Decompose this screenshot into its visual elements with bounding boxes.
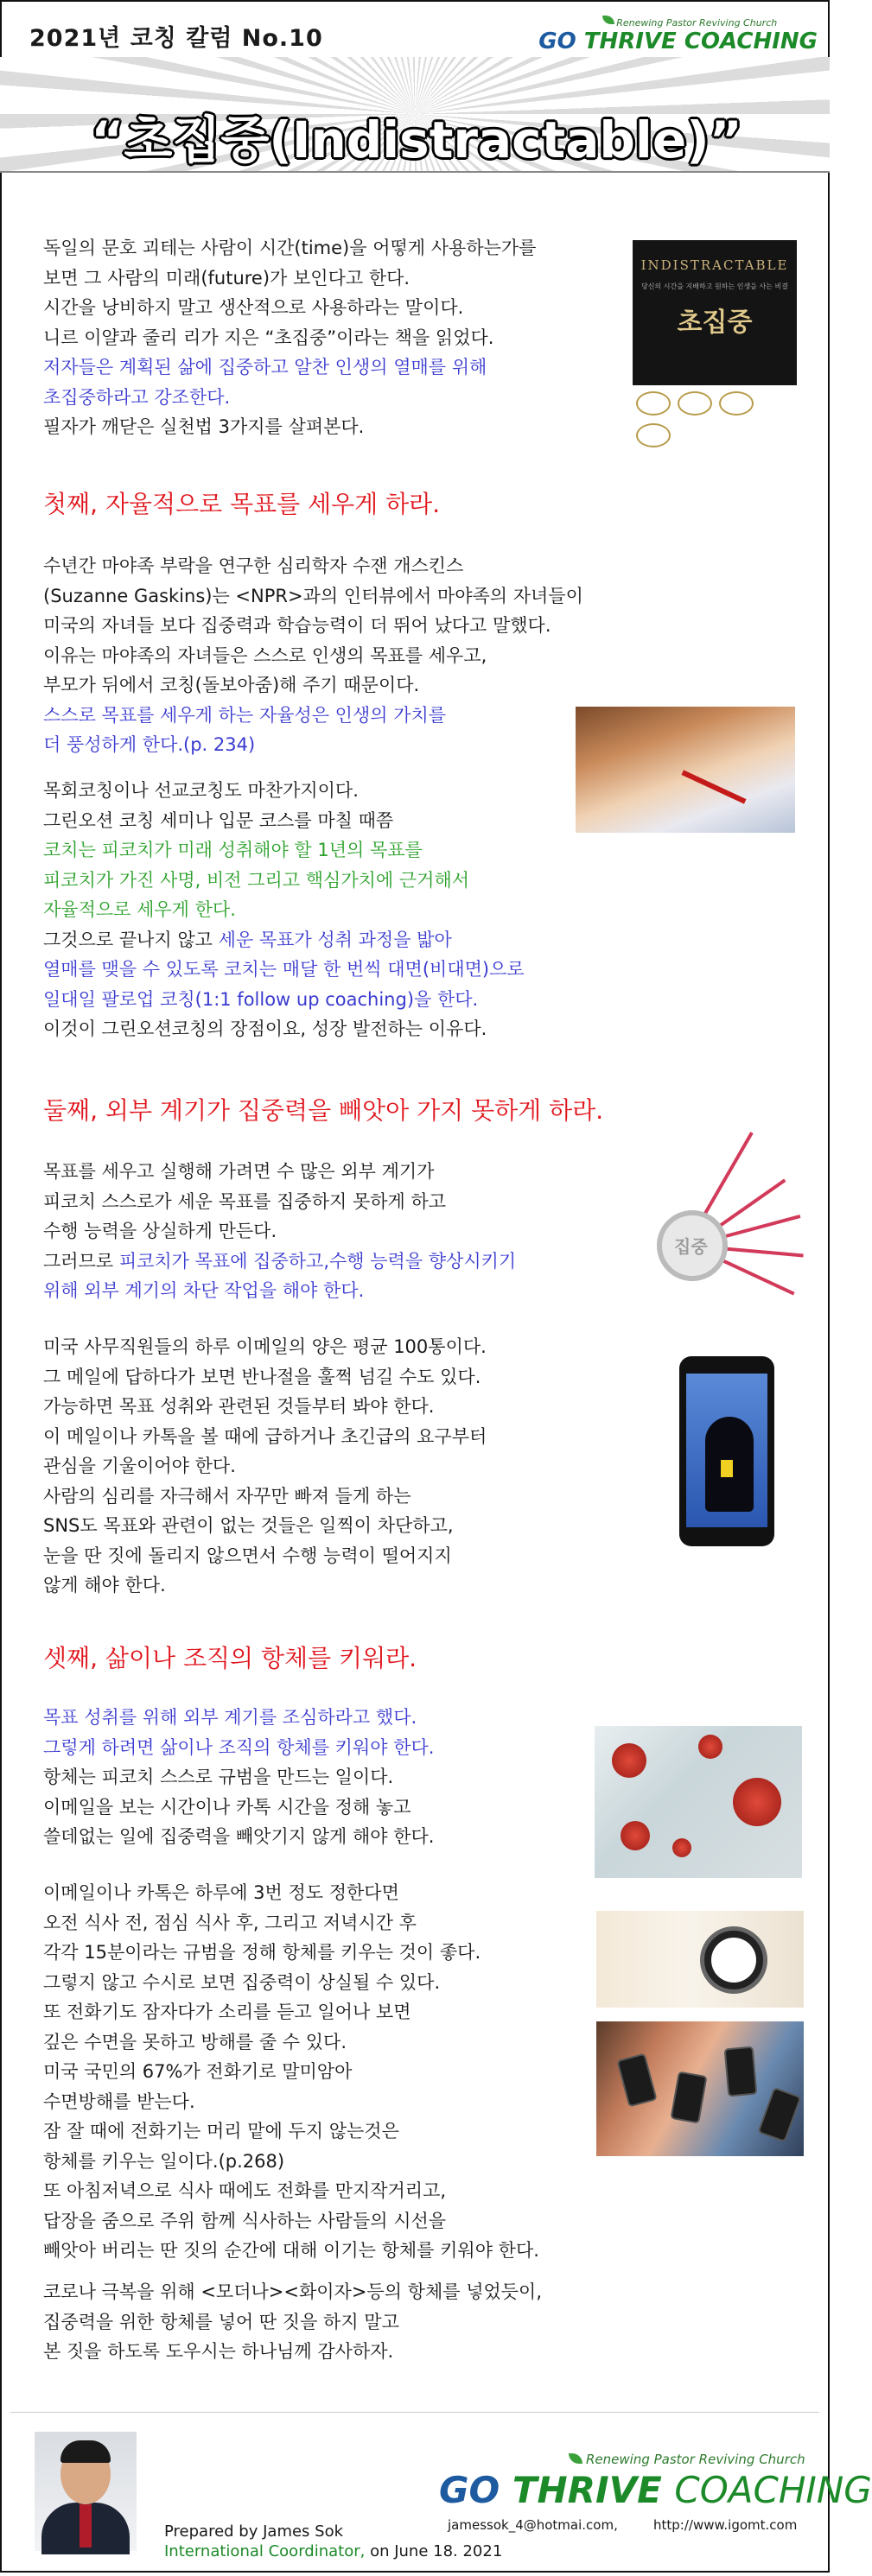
text-line: 니르 이얄과 줄리 리가 지은 “초집중”이라는 책을 읽었다. xyxy=(43,327,494,348)
text-line: (Suzanne Gaskins)는 <NPR>과의 인터뷰에서 마야족의 자녀들이 xyxy=(43,585,583,606)
text-line: 목회코칭이나 선교코칭도 마찬가지이다. xyxy=(43,780,359,801)
text-line: 그렇게 하려면 삶이나 조직의 항체를 키워야 한다. xyxy=(43,1736,435,1758)
text-line: 이유는 마야족의 자녀들은 스스로 인생의 목표를 세우고, xyxy=(43,644,487,666)
text-line: 각각 15분이라는 규범을 정해 항체를 키우는 것이 좋다. xyxy=(43,1942,481,1963)
section2-paragraph-1 xyxy=(43,1157,516,1306)
column-title: 2021년 코칭 칼럼 No.10 xyxy=(29,25,323,52)
text-line: 잠 잘 때에 전화기는 머리 맡에 두지 않는것은 xyxy=(43,2121,399,2141)
text-line: 또 아침저녁으로 식사 때에도 전화를 만지작거리고, xyxy=(43,2180,447,2201)
text-line: 자율적으로 세우게 한다. xyxy=(43,899,236,920)
people-phones-image xyxy=(596,2021,804,2156)
text-line: 항체를 키우는 일이다.(p.268) xyxy=(43,2150,285,2172)
text-line: 집중력을 위한 항체를 넣어 딴 짓을 하지 말고 xyxy=(43,2311,399,2332)
text-line: 그린오션 코칭 세미나 입문 코스를 마칠 때쯤 xyxy=(43,809,394,831)
header xyxy=(0,0,830,57)
section1-paragraph-1 xyxy=(43,551,583,760)
text-line: 답장을 줌으로 주위 함께 식사하는 사람들의 시선을 xyxy=(43,2210,447,2231)
text-line: 미국 사무직원들의 하루 이메일의 양은 평균 100통이다. xyxy=(43,1336,487,1357)
text-line: 피코치가 가진 사명, 비전 그리고 핵심가치에 근거해서 xyxy=(43,869,470,891)
book-subtitle: 당신의 시간을 지배하고 원하는 인생을 사는 비결 xyxy=(641,282,788,290)
text-line: 보면 그 사람의 미래(future)가 보인다고 한다. xyxy=(43,267,411,289)
text-line: 일대일 팔로업 코칭(1:1 follow up coaching)을 한다. xyxy=(43,988,479,1010)
text-line: 초집중하라고 강조한다. xyxy=(43,386,231,408)
text-line: 필자가 깨닫은 실천법 3가지를 살펴본다. xyxy=(43,416,365,437)
text-line: 코치는 피코치가 미래 성취해야 할 1년의 목표를 xyxy=(43,840,423,860)
text-line: 목표를 세우고 실행해 가려면 수 많은 외부 계기가 xyxy=(43,1161,435,1182)
text-line: 이메일을 보는 시간이나 카톡 시간을 정해 놓고 xyxy=(43,1796,411,1818)
brand-name: GO THRIVE COACHING xyxy=(538,29,818,54)
book-title-en: INDISTRACTABLE xyxy=(640,257,789,273)
phone-addiction-image xyxy=(679,1356,774,1546)
text-line: 사람의 심리를 자극해서 자꾸만 빠져 들게 하는 xyxy=(43,1485,411,1507)
intro-paragraph xyxy=(43,233,536,442)
text-line: 또 전화기도 잠자다가 소리를 듣고 일어나 보면 xyxy=(43,2002,411,2022)
book-title-ko: 초집중 xyxy=(677,308,753,338)
text-line: 그렇지 않고 수시로 보면 집중력이 상실될 수 있다. xyxy=(43,1971,441,1993)
text-line: 부모가 뒤에서 코칭(돌보아줌)해 주기 때문이다. xyxy=(43,675,420,695)
text-line: 스스로 목표를 세우게 하는 자율성은 인생의 가치를 xyxy=(43,704,447,726)
section1-heading: 첫째, 자율적으로 목표를 세우게 하라. xyxy=(43,490,441,518)
text-line: 그것으로 끝나지 않고 세운 목표가 성취 과정을 밟아 xyxy=(43,929,452,950)
text-line: 수행 능력을 상실하게 만든다. xyxy=(43,1221,277,1241)
text-line: 이 메일이나 카톡을 볼 때에 급하거나 초긴급의 요구부터 xyxy=(43,1425,487,1447)
section3-paragraph-3 xyxy=(43,2277,542,2367)
text-line: 깊은 수면을 못하고 방해를 줄 수 있다. xyxy=(43,2031,347,2053)
text-line: 피코치 스스로가 세운 목표를 집중하지 못하게 하고 xyxy=(43,1190,447,1212)
text-line: 시간을 낭비하지 말고 생산적으로 사용하라는 말이다. xyxy=(43,297,464,318)
book-cover-image xyxy=(633,240,797,385)
text-line: 가능하면 목표 성취와 관련된 것들부터 봐야 한다. xyxy=(43,1396,435,1417)
prepared-by: Prepared by James Sok xyxy=(164,2522,344,2541)
website-link[interactable]: http://www.igomt.com xyxy=(653,2517,798,2533)
text-line: 코로나 극복을 위해 <모더나><화이자>등의 항체를 넣었듯이, xyxy=(43,2281,543,2302)
section3-heading: 셋째, 삶이나 조직의 항체를 키워라. xyxy=(43,1644,417,1672)
leaf-icon xyxy=(602,16,614,24)
brand-logo-top xyxy=(538,17,818,54)
text-line: 독일의 문호 괴테는 사람이 시간(time)을 어떻게 사용하는가를 xyxy=(43,238,537,258)
footer-divider xyxy=(10,2412,819,2413)
section3-paragraph-2 xyxy=(43,1878,539,2266)
author-role-date: International Coordinator, on June 18. 2021 xyxy=(164,2542,503,2560)
text-line: 항체는 피코치 스스로 규범을 만드는 일이다. xyxy=(43,1767,394,1787)
text-line: SNS도 목표와 관련이 없는 것들은 일찍이 차단하고, xyxy=(43,1515,454,1536)
text-line: 미국 국민의 67%가 전화기로 말미암아 xyxy=(43,2061,353,2082)
text-line: 더 풍성하게 한다.(p. 234) xyxy=(43,734,256,755)
text-line: 오전 식사 전, 점심 식사 후, 그리고 저녁시간 후 xyxy=(43,1912,417,1933)
author-email[interactable]: jamessok_4@hotmai.com, xyxy=(448,2517,618,2533)
magnifier-icon: 집중 xyxy=(657,1210,728,1281)
text-line: 저자들은 계획된 삶에 집중하고 알찬 인생의 열매를 위해 xyxy=(43,357,487,378)
brand-tagline: Renewing Pastor Reviving Church xyxy=(586,2452,805,2467)
alarm-clock-image xyxy=(596,1911,804,2008)
section1-paragraph-2 xyxy=(43,776,525,1044)
section2-paragraph-2 xyxy=(43,1332,487,1601)
section2-heading: 둘째, 외부 계기가 집중력을 빼앗아 가지 못하게 하라. xyxy=(43,1096,604,1125)
author-photo xyxy=(35,2432,137,2551)
text-line: 눈을 딴 짓에 돌리지 않으면서 수행 능력이 떨어지지 xyxy=(43,1545,452,1566)
text-line: 이메일이나 카톡은 하루에 3번 정도 정한다면 xyxy=(43,1882,399,1903)
text-line: 수면방해를 받는다. xyxy=(43,2091,195,2112)
text-line: 관심을 기울이어야 한다. xyxy=(43,1456,236,1476)
text-line: 수년간 마야족 부락을 연구한 심리학자 수잰 개스킨스 xyxy=(43,555,464,576)
clock-icon xyxy=(700,1926,767,1994)
text-line: 이것이 그린오션코칭의 장점이요, 성장 발전하는 이유다. xyxy=(43,1018,487,1039)
virus-image xyxy=(595,1726,802,1878)
text-line: 미국의 자녀들 보다 집중력과 학습능력이 더 뛰어 났다고 말했다. xyxy=(43,615,551,636)
brand-name: GO THRIVE COACHING xyxy=(439,2469,872,2511)
children-studying-image xyxy=(576,707,795,833)
text-line: 열매를 맺을 수 있도록 코치는 매달 한 번씩 대면(비대면)으로 xyxy=(43,959,525,980)
section3-paragraph-1 xyxy=(43,1703,434,1852)
text-line: 쓸데없는 일에 집중력을 빼앗기지 않게 해야 한다. xyxy=(43,1826,435,1847)
text-line: 위해 외부 계기의 차단 작업을 해야 한다. xyxy=(43,1280,365,1301)
focus-magnifier-image xyxy=(622,1169,797,1297)
text-line: 빼앗아 버리는 딴 짓의 순간에 대해 이기는 항체를 키워야 한다. xyxy=(43,2240,539,2261)
text-line: 그러므로 피코치가 목표에 집중하고,수행 능력을 향상시키기 xyxy=(43,1250,517,1272)
text-line: 않게 해야 한다. xyxy=(43,1575,166,1596)
book-awards xyxy=(633,389,797,437)
brand-tagline: Renewing Pastor Reviving Church xyxy=(616,17,778,29)
text-line: 본 짓을 하도록 도우시는 하나님께 감사하자. xyxy=(43,2341,394,2362)
banner-title: “초집중(Indistractable)” xyxy=(91,111,742,169)
text-line: 목표 성취를 위해 외부 계기를 조심하라고 했다. xyxy=(43,1707,417,1728)
text-line: 그 메일에 답하다가 보면 반나절을 훌쩍 넘길 수도 있다. xyxy=(43,1366,481,1387)
